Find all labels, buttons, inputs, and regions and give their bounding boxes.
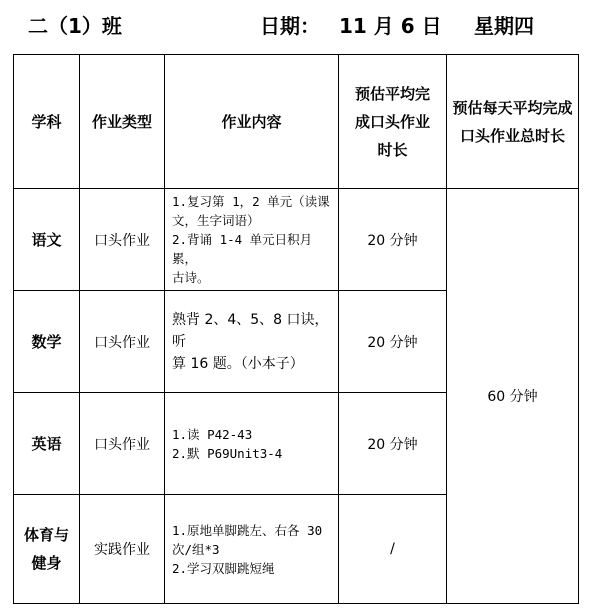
- duration-cell: 20 分钟: [339, 393, 447, 495]
- column-header-content: 作业内容: [165, 55, 339, 189]
- content-cell: 1.原地单脚跳左、右各 30 次/组*3 2.学习双脚跳短绳: [165, 495, 339, 604]
- type-cell: 实践作业: [80, 495, 165, 604]
- type-cell: 口头作业: [80, 189, 165, 291]
- homework-table: [13, 54, 579, 604]
- type-cell: 口头作业: [80, 291, 165, 393]
- subject-cell: 数学: [14, 291, 80, 393]
- total-duration-cell: 60 分钟: [447, 189, 579, 604]
- page-header: [0, 0, 590, 52]
- type-cell: 口头作业: [80, 393, 165, 495]
- duration-cell: 20 分钟: [339, 291, 447, 393]
- content-cell: 熟背 2、4、5、8 口诀，听 算 16 题。（小本子）: [165, 291, 339, 393]
- duration-cell: /: [339, 495, 447, 604]
- column-header-total-duration: 预估每天平均完成 口头作业总时长: [447, 55, 579, 189]
- table-header-row: [14, 55, 579, 189]
- table-row: [14, 189, 579, 291]
- duration-cell: 20 分钟: [339, 189, 447, 291]
- weekday: 星期四: [474, 14, 534, 38]
- column-header-type: 作业类型: [80, 55, 165, 189]
- subject-cell: 语文: [14, 189, 80, 291]
- column-header-duration: 预估平均完 成口头作业 时长: [339, 55, 447, 189]
- date-label: 日期：: [260, 14, 320, 38]
- subject-cell: 英语: [14, 393, 80, 495]
- content-cell: 1.复习第 1，2 单元（读课 文，生字词语） 2.背诵 1-4 单元日积月累， 古诗。: [165, 189, 339, 291]
- content-cell: 1.读 P42-43 2.默 P69Unit3-4: [165, 393, 339, 495]
- subject-cell: 体育与 健身: [14, 495, 80, 604]
- column-header-subject: 学科: [14, 55, 80, 189]
- class-title: 二（1）班: [28, 14, 122, 38]
- date-value: 11 月 6 日: [339, 14, 442, 38]
